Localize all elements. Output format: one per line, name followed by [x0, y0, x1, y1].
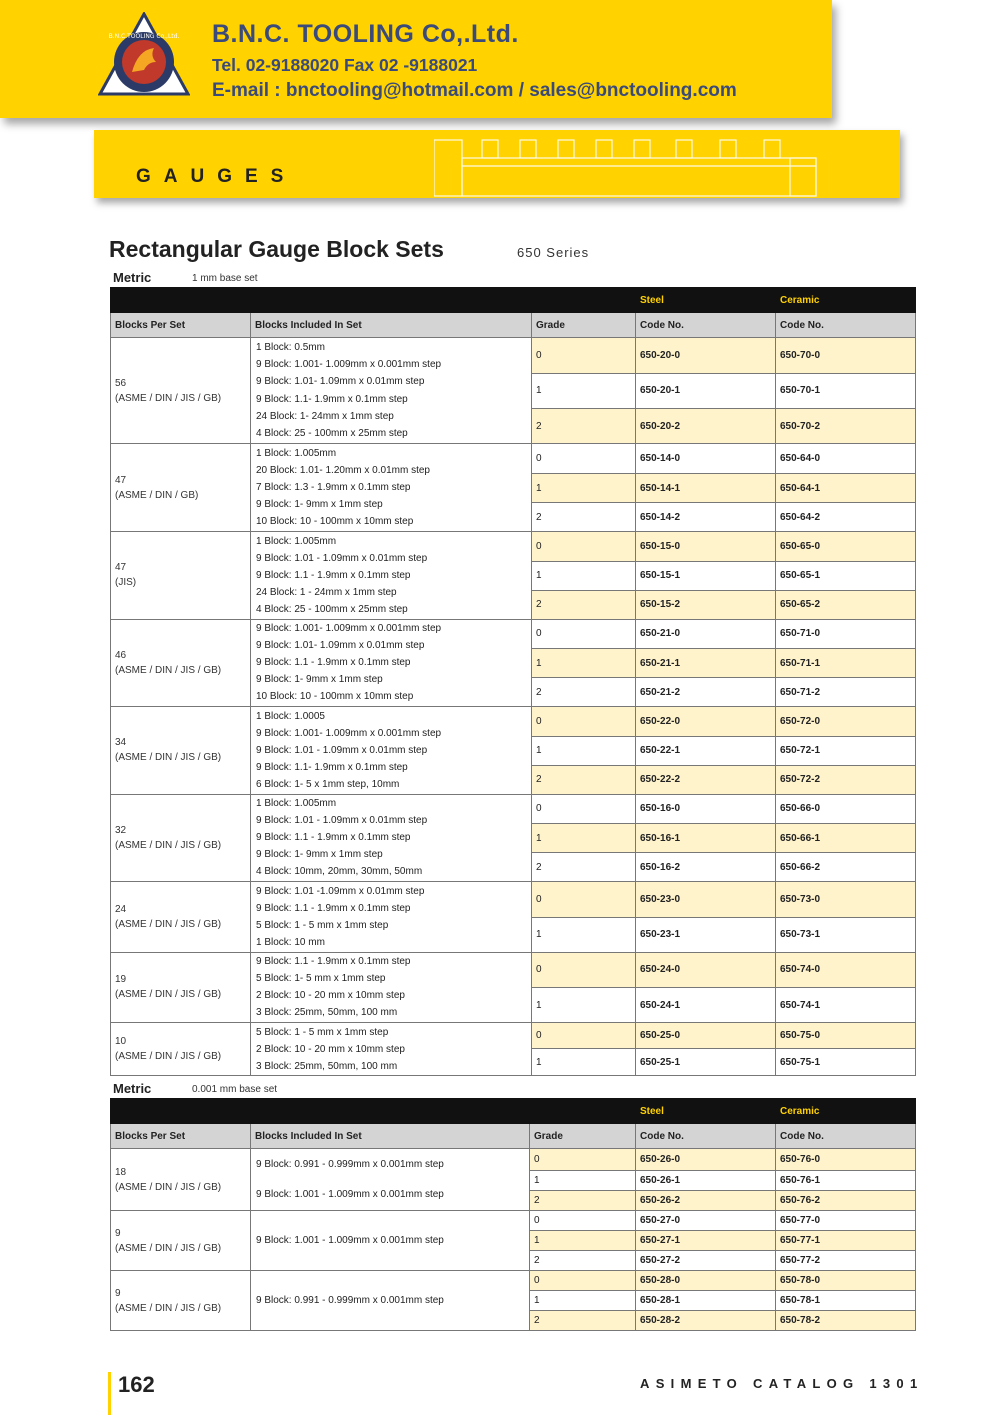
block-line: 2 Block: 10 - 20 mm x 10mm step	[256, 990, 405, 1002]
ceramic-code-cell: 650-72-2	[776, 765, 916, 794]
table-row	[111, 338, 916, 374]
ceramic-code-cell: 650-72-0	[776, 707, 916, 737]
grade-cell: 0	[530, 1271, 636, 1291]
catalog-label: ASIMETO CATALOG 1301	[640, 1376, 924, 1391]
set-standards: (ASME / DIN / JIS / GB)	[115, 1302, 222, 1314]
blocks-included-cell	[251, 532, 532, 620]
col-code-ceramic: Code No.	[776, 313, 916, 338]
company-email[interactable]: E-mail : bnctooling@hotmail.com / sales@bnctooling.com	[212, 80, 737, 101]
block-line: 20 Block: 1.01- 1.20mm x 0.01mm step	[256, 464, 430, 476]
ceramic-code-cell: 650-66-2	[776, 853, 916, 882]
steel-code-cell: 650-27-0	[636, 1211, 776, 1231]
set-count: 19	[115, 974, 127, 986]
company-header	[0, 0, 832, 118]
metric-sub-1: 1 mm base set	[192, 273, 258, 284]
steel-code-cell: 650-15-2	[636, 590, 776, 619]
col-code-steel: Code No.	[636, 1124, 776, 1149]
set-count: 24	[115, 903, 127, 915]
steel-code-cell: 650-22-1	[636, 736, 776, 765]
block-line: 9 Block: 1- 9mm x 1mm step	[256, 849, 383, 861]
blocks-per-set-cell	[111, 1023, 251, 1076]
table-row	[111, 1211, 916, 1231]
grade-cell: 2	[530, 1311, 636, 1331]
grade-cell: 0	[532, 444, 636, 474]
blocks-per-set-cell	[111, 444, 251, 532]
steel-code-cell: 650-24-1	[636, 988, 776, 1023]
grade-cell: 0	[532, 532, 636, 562]
block-line: 5 Block: 1- 5 mm x 1mm step	[256, 973, 386, 985]
ceramic-code-cell: 650-76-2	[776, 1191, 916, 1211]
block-line: 1 Block: 10 mm	[256, 936, 325, 948]
section-banner	[94, 130, 900, 198]
set-standards: (ASME / DIN / JIS / GB)	[115, 1181, 222, 1193]
block-line: 9 Block: 1.1 - 1.9mm x 0.1mm step	[256, 569, 411, 581]
block-line: 9 Block: 1.1 - 1.9mm x 0.1mm step	[256, 902, 411, 914]
ceramic-code-cell: 650-65-0	[776, 532, 916, 562]
company-name: B.N.C. TOOLING Co,.Ltd.	[212, 20, 519, 48]
blocks-per-set-cell	[111, 794, 251, 882]
steel-code-cell: 650-26-0	[636, 1149, 776, 1171]
steel-code-cell: 650-15-1	[636, 561, 776, 590]
metric-sub-2: 0.001 mm base set	[192, 1084, 278, 1095]
blocks-included-cell	[251, 1211, 530, 1271]
steel-code-cell: 650-26-1	[636, 1171, 776, 1191]
block-line: 9 Block: 1.01- 1.09mm x 0.01mm step	[256, 640, 425, 652]
steel-code-cell: 650-28-0	[636, 1271, 776, 1291]
set-standards: (ASME / DIN / JIS / GB)	[115, 392, 222, 404]
ceramic-code-cell: 650-66-1	[776, 824, 916, 853]
ceramic-code-cell: 650-71-1	[776, 649, 916, 678]
steel-code-cell: 650-21-2	[636, 678, 776, 707]
set-standards: (JIS)	[115, 577, 137, 589]
blocks-included-cell	[251, 338, 532, 444]
block-line: 9 Block: 1.1 - 1.9mm x 0.1mm step	[256, 657, 411, 669]
ceramic-code-cell: 650-73-0	[776, 882, 916, 918]
ceramic-code-cell: 650-64-0	[776, 444, 916, 474]
table-row	[111, 882, 916, 918]
table-row	[111, 1149, 916, 1171]
block-line: 9 Block: 1.1- 1.9mm x 0.1mm step	[256, 393, 408, 405]
block-line: 9 Block: 1.1 - 1.9mm x 0.1mm step	[256, 956, 411, 967]
set-standards: (ASME / DIN / JIS / GB)	[115, 664, 222, 676]
blocks-included-cell	[251, 1271, 530, 1331]
ceramic-header: Ceramic	[776, 1099, 916, 1124]
page-number: 162	[118, 1372, 155, 1397]
table-row	[111, 794, 916, 824]
set-count: 18	[115, 1166, 127, 1178]
gauge-table-1mm	[110, 287, 916, 1076]
block-line: 5 Block: 1 - 5 mm x 1mm step	[256, 1026, 389, 1038]
block-line: 9 Block: 1.1 - 1.9mm x 0.1mm step	[256, 832, 411, 844]
set-count: 34	[115, 737, 127, 749]
table-row	[111, 532, 916, 562]
blocks-included-cell	[251, 1149, 530, 1211]
steel-code-cell: 650-20-1	[636, 373, 776, 409]
steel-code-cell: 650-25-0	[636, 1023, 776, 1049]
blocks-per-set-cell	[111, 1211, 251, 1271]
block-line: 9 Block: 1.01 - 1.09mm x 0.01mm step	[256, 815, 428, 827]
grade-cell: 0	[532, 794, 636, 824]
grade-cell: 1	[532, 373, 636, 409]
ceramic-header: Ceramic	[776, 288, 916, 313]
set-count: 47	[115, 474, 127, 486]
grade-cell: 1	[530, 1291, 636, 1311]
block-line: 9 Block: 0.991 - 0.999mm x 0.001mm step	[256, 1294, 444, 1306]
col-blocks-included: Blocks Included In Set	[251, 313, 532, 338]
ceramic-code-cell: 650-65-2	[776, 590, 916, 619]
steel-code-cell: 650-24-0	[636, 952, 776, 988]
blocks-per-set-cell	[111, 1149, 251, 1211]
steel-code-cell: 650-14-2	[636, 503, 776, 532]
col-blocks-included: Blocks Included In Set	[251, 1124, 530, 1149]
table-header-row	[111, 288, 916, 313]
steel-code-cell: 650-22-2	[636, 765, 776, 794]
grade-cell: 2	[532, 765, 636, 794]
table-row	[111, 619, 916, 649]
grade-cell: 1	[532, 561, 636, 590]
grade-cell: 1	[532, 474, 636, 503]
blocks-per-set-cell	[111, 882, 251, 953]
grade-cell: 0	[532, 619, 636, 649]
table-row	[111, 444, 916, 474]
ceramic-code-cell: 650-77-1	[776, 1231, 916, 1251]
ceramic-code-cell: 650-75-0	[776, 1023, 916, 1049]
block-line: 9 Block: 1- 9mm x 1mm step	[256, 499, 383, 511]
steel-header: Steel	[636, 288, 776, 313]
steel-header: Steel	[636, 1099, 776, 1124]
ceramic-code-cell: 650-78-0	[776, 1271, 916, 1291]
steel-code-cell: 650-21-1	[636, 649, 776, 678]
blocks-included-cell	[251, 1023, 532, 1076]
blocks-per-set-cell	[111, 532, 251, 620]
grade-cell: 1	[530, 1231, 636, 1251]
grade-cell: 1	[532, 1049, 636, 1076]
company-phone: Tel. 02-9188020 Fax 02 -9188021	[212, 55, 478, 75]
block-line: 4 Block: 25 - 100mm x 25mm step	[256, 603, 408, 615]
grade-cell: 1	[532, 824, 636, 853]
ceramic-code-cell: 650-75-1	[776, 1049, 916, 1076]
ceramic-code-cell: 650-71-2	[776, 678, 916, 707]
block-line: 24 Block: 1 - 24mm x 1mm step	[256, 586, 397, 598]
ceramic-code-cell: 650-77-2	[776, 1251, 916, 1271]
blocks-included-cell	[251, 444, 532, 532]
metric-label-1: Metric	[113, 270, 152, 285]
table-header-row	[111, 1099, 916, 1124]
block-line: 4 Block: 25 - 100mm x 25mm step	[256, 428, 408, 440]
grade-cell: 0	[532, 952, 636, 988]
steel-code-cell: 650-26-2	[636, 1191, 776, 1211]
blocks-per-set-cell	[111, 338, 251, 444]
grade-cell: 0	[532, 338, 636, 374]
ceramic-code-cell: 650-70-2	[776, 409, 916, 444]
block-line: 1 Block: 0.5mm	[256, 341, 325, 353]
grade-cell: 1	[532, 736, 636, 765]
ceramic-code-cell: 650-71-0	[776, 619, 916, 649]
set-standards: (ASME / DIN / JIS / GB)	[115, 1242, 222, 1254]
ceramic-code-cell: 650-70-1	[776, 373, 916, 409]
grade-cell: 1	[532, 988, 636, 1023]
grade-cell: 1	[532, 649, 636, 678]
set-count: 46	[115, 649, 127, 661]
steel-code-cell: 650-20-2	[636, 409, 776, 444]
metric-label-2: Metric	[113, 1081, 152, 1096]
blocks-included-cell	[251, 619, 532, 707]
steel-code-cell: 650-16-2	[636, 853, 776, 882]
ceramic-code-cell: 650-64-1	[776, 474, 916, 503]
series-label: 650 Series	[517, 245, 590, 260]
ceramic-code-cell: 650-64-2	[776, 503, 916, 532]
blocks-per-set-cell	[111, 707, 251, 795]
section-title: GAUGES	[136, 166, 297, 187]
gauge-outline-graphic	[434, 138, 824, 198]
steel-code-cell: 650-14-1	[636, 474, 776, 503]
blocks-included-cell	[251, 882, 532, 953]
ceramic-code-cell: 650-74-0	[776, 952, 916, 988]
steel-code-cell: 650-27-1	[636, 1231, 776, 1251]
grade-cell: 2	[532, 853, 636, 882]
blocks-per-set-cell	[111, 1271, 251, 1331]
block-line: 9 Block: 1.001 - 1.009mm x 0.001mm step	[256, 1188, 444, 1200]
table-row	[111, 952, 916, 988]
column-header-row	[111, 313, 916, 338]
ceramic-code-cell: 650-73-1	[776, 917, 916, 952]
company-logo	[98, 12, 190, 98]
grade-cell: 1	[530, 1171, 636, 1191]
grade-cell: 0	[532, 1023, 636, 1049]
grade-cell: 2	[530, 1251, 636, 1271]
ceramic-code-cell: 650-77-0	[776, 1211, 916, 1231]
set-count: 47	[115, 562, 127, 574]
block-line: 9 Block: 1.001- 1.009mm x 0.001mm step	[256, 727, 442, 739]
set-standards: (ASME / DIN / JIS / GB)	[115, 989, 222, 1001]
block-line: 1 Block: 1.0005	[256, 710, 325, 722]
block-line: 9 Block: 1.001 - 1.009mm x 0.001mm step	[256, 1234, 444, 1246]
blocks-included-cell	[251, 707, 532, 795]
steel-code-cell: 650-23-0	[636, 882, 776, 918]
set-standards: (ASME / DIN / JIS / GB)	[115, 918, 222, 930]
blocks-per-set-cell	[111, 952, 251, 1023]
set-standards: (ASME / DIN / JIS / GB)	[115, 839, 222, 851]
grade-cell: 2	[532, 503, 636, 532]
block-line: 7 Block: 1.3 - 1.9mm x 0.1mm step	[256, 481, 411, 493]
steel-code-cell: 650-21-0	[636, 619, 776, 649]
table-row	[111, 1271, 916, 1291]
grade-cell: 0	[530, 1211, 636, 1231]
ceramic-code-cell: 650-78-2	[776, 1311, 916, 1331]
set-standards: (ASME / DIN / JIS / GB)	[115, 1051, 222, 1062]
block-line: 10 Block: 10 - 100mm x 10mm step	[256, 691, 414, 703]
block-line: 3 Block: 25mm, 50mm, 100 mm	[256, 1007, 398, 1019]
grade-cell: 2	[532, 590, 636, 619]
col-blocks-per-set: Blocks Per Set	[111, 313, 251, 338]
col-blocks-per-set: Blocks Per Set	[111, 1124, 251, 1149]
block-line: 1 Block: 1.005mm	[256, 798, 337, 810]
set-count: 9	[115, 1227, 121, 1239]
block-line: 9 Block: 0.991 - 0.999mm x 0.001mm step	[256, 1158, 444, 1170]
grade-cell: 0	[532, 882, 636, 918]
ceramic-code-cell: 650-76-1	[776, 1171, 916, 1191]
grade-cell: 2	[530, 1191, 636, 1211]
logo-text: B.N.C.TOOLING Co.,Ltd.	[108, 33, 180, 40]
ceramic-code-cell: 650-65-1	[776, 561, 916, 590]
steel-code-cell: 650-14-0	[636, 444, 776, 474]
steel-code-cell: 650-16-0	[636, 794, 776, 824]
block-line: 9 Block: 1.01 - 1.09mm x 0.01mm step	[256, 744, 428, 756]
steel-code-cell: 650-16-1	[636, 824, 776, 853]
table-row	[111, 1023, 916, 1049]
set-count: 32	[115, 824, 127, 836]
grade-cell: 0	[532, 707, 636, 737]
block-line: 9 Block: 1.01- 1.09mm x 0.01mm step	[256, 376, 425, 388]
grade-cell: 0	[530, 1149, 636, 1171]
steel-code-cell: 650-28-2	[636, 1311, 776, 1331]
ceramic-code-cell: 650-78-1	[776, 1291, 916, 1311]
ceramic-code-cell: 650-74-1	[776, 988, 916, 1023]
col-code-ceramic: Code No.	[776, 1124, 916, 1149]
ceramic-code-cell: 650-66-0	[776, 794, 916, 824]
grade-cell: 2	[532, 678, 636, 707]
block-line: 3 Block: 25mm, 50mm, 100 mm	[256, 1060, 398, 1072]
blocks-per-set-cell	[111, 619, 251, 707]
ceramic-code-cell: 650-72-1	[776, 736, 916, 765]
block-line: 5 Block: 1 - 5 mm x 1mm step	[256, 919, 389, 931]
blocks-included-cell	[251, 794, 532, 882]
block-line: 9 Block: 1.1- 1.9mm x 0.1mm step	[256, 761, 408, 773]
set-count: 56	[115, 377, 127, 389]
block-line: 24 Block: 1- 24mm x 1mm step	[256, 410, 394, 422]
block-line: 1 Block: 1.005mm	[256, 535, 337, 547]
block-line: 4 Block: 10mm, 20mm, 30mm, 50mm	[256, 866, 423, 878]
steel-code-cell: 650-20-0	[636, 338, 776, 374]
block-line: 2 Block: 10 - 20 mm x 10mm step	[256, 1043, 405, 1055]
set-count: 9	[115, 1287, 121, 1299]
steel-code-cell: 650-25-1	[636, 1049, 776, 1076]
footer-accent-bar	[108, 1372, 111, 1415]
ceramic-code-cell: 650-76-0	[776, 1149, 916, 1171]
col-grade: Grade	[532, 313, 636, 338]
steel-code-cell: 650-15-0	[636, 532, 776, 562]
col-code-steel: Code No.	[636, 313, 776, 338]
steel-code-cell: 650-28-1	[636, 1291, 776, 1311]
grade-cell: 2	[532, 409, 636, 444]
block-line: 6 Block: 1- 5 x 1mm step, 10mm	[256, 778, 400, 790]
block-line: 10 Block: 10 - 100mm x 10mm step	[256, 516, 414, 528]
grade-cell: 1	[532, 917, 636, 952]
col-grade: Grade	[530, 1124, 636, 1149]
steel-code-cell: 650-23-1	[636, 917, 776, 952]
steel-code-cell: 650-27-2	[636, 1251, 776, 1271]
block-line: 9 Block: 1.001- 1.009mm x 0.001mm step	[256, 358, 442, 370]
block-line: 9 Block: 1.01 - 1.09mm x 0.01mm step	[256, 552, 428, 564]
ceramic-code-cell: 650-70-0	[776, 338, 916, 374]
column-header-row	[111, 1124, 916, 1149]
block-line: 9 Block: 1- 9mm x 1mm step	[256, 674, 383, 686]
gauge-table-0001mm	[110, 1098, 916, 1331]
steel-code-cell: 650-22-0	[636, 707, 776, 737]
set-standards: (ASME / DIN / GB)	[115, 489, 199, 501]
blocks-included-cell	[251, 952, 532, 1023]
set-standards: (ASME / DIN / JIS / GB)	[115, 752, 222, 764]
set-count: 10	[115, 1036, 127, 1047]
table-row	[111, 707, 916, 737]
block-line: 9 Block: 1.001- 1.009mm x 0.001mm step	[256, 623, 442, 635]
block-line: 1 Block: 1.005mm	[256, 447, 337, 459]
page-title: Rectangular Gauge Block Sets	[109, 236, 444, 262]
block-line: 9 Block: 1.01 -1.09mm x 0.01mm step	[256, 885, 425, 897]
